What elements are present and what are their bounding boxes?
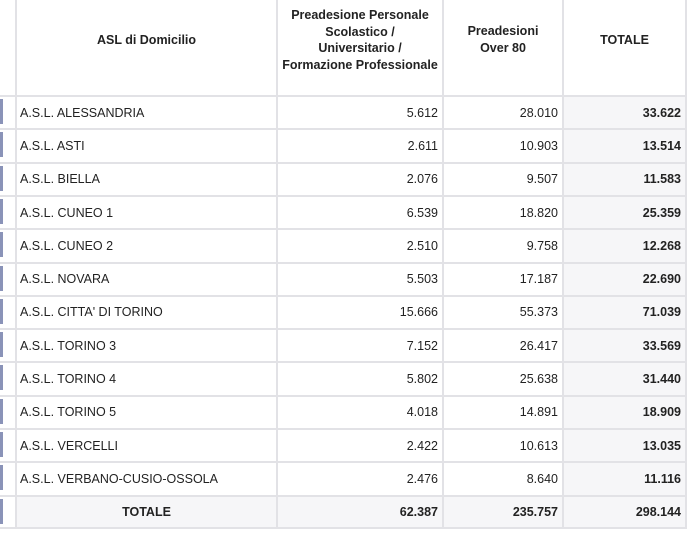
totale-value: 31.440: [642, 372, 681, 387]
over80-value: 14.891: [519, 405, 558, 420]
row-divider: [0, 495, 686, 497]
scolastico-value: 2.076: [406, 172, 438, 187]
header-line: ASL di Domicilio: [96, 33, 197, 47]
row-divider: [0, 162, 686, 164]
scolastico-value: 6.539: [406, 205, 438, 220]
header-line: Over 80: [480, 40, 526, 55]
scolastico-value: 5.612: [406, 105, 438, 120]
totale-value: 11.583: [643, 172, 681, 187]
row-edge-marker: [0, 166, 3, 191]
row-divider: [0, 95, 686, 97]
asl-name: A.S.L. CITTA' DI TORINO: [20, 305, 163, 320]
column-header-1: [16, 32, 277, 49]
over80-value: 17.187: [519, 272, 558, 287]
row-edge-marker: [0, 399, 3, 424]
scolastico-value: 2.510: [406, 238, 438, 253]
over80-value: 9.507: [526, 172, 558, 187]
column-divider: [685, 0, 687, 529]
over80-value: 10.613: [519, 438, 558, 453]
totale-value: 18.909: [642, 405, 681, 420]
totale-value: 12.268: [642, 238, 681, 253]
row-divider: [0, 195, 686, 197]
scolastico-value: 7.152: [406, 338, 438, 353]
totale-value: 33.569: [642, 338, 681, 353]
totale-value: 22.690: [642, 272, 681, 287]
over80-value: 25.638: [519, 372, 558, 387]
row-divider: [0, 128, 686, 130]
totale-value: 25.359: [642, 205, 681, 220]
header-line: TOTALE: [600, 33, 649, 47]
asl-name: A.S.L. BIELLA: [20, 172, 100, 187]
scolastico-value: 4.018: [406, 405, 438, 420]
asl-name: A.S.L. TORINO 4: [20, 372, 117, 387]
row-divider: [0, 328, 686, 330]
scolastico-value: 2.476: [406, 471, 438, 486]
over80-value: 9.758: [526, 238, 558, 253]
row-divider: [0, 262, 686, 264]
total-over80: 235.757: [512, 504, 558, 519]
totale-value: 33.622: [642, 105, 681, 120]
row-edge-marker: [0, 365, 3, 390]
over80-value: 18.820: [519, 205, 558, 220]
totale-value: 11.116: [644, 471, 681, 486]
over80-value: 8.640: [526, 471, 558, 486]
row-divider: [0, 428, 686, 430]
header-line: Scolastico /: [325, 24, 395, 39]
over80-value: 26.417: [519, 338, 558, 353]
scolastico-value: 15.666: [399, 305, 438, 320]
scolastico-value: 5.802: [406, 372, 438, 387]
header-line: Preadesione Personale: [291, 8, 429, 22]
asl-name: A.S.L. TORINO 5: [20, 405, 117, 420]
over80-value: 10.903: [519, 138, 558, 153]
asl-name: A.S.L. NOVARA: [20, 272, 110, 287]
header-line: Universitario /: [318, 41, 402, 55]
row-divider: [0, 395, 686, 397]
totale-value: 13.035: [642, 438, 681, 453]
row-divider: [0, 461, 686, 463]
asl-name: A.S.L. VERCELLI: [20, 438, 118, 453]
row-edge-marker: [0, 266, 3, 291]
header-line: Formazione Professionale: [282, 57, 438, 72]
row-divider: [0, 527, 686, 529]
total-totale: 298.144: [635, 504, 681, 519]
column-header-3: [443, 23, 563, 56]
totale-value: 13.514: [642, 138, 681, 153]
asl-name: A.S.L. ALESSANDRIA: [20, 105, 145, 120]
asl-name: A.S.L. ASTI: [20, 138, 85, 153]
asl-name: A.S.L. TORINO 3: [20, 338, 117, 353]
row-edge-marker: [0, 232, 3, 257]
over80-value: 55.373: [519, 305, 558, 320]
asl-name: A.S.L. VERBANO-CUSIO-OSSOLA: [20, 471, 218, 486]
column-header-4: [563, 32, 686, 49]
row-edge-marker: [0, 499, 3, 524]
scolastico-value: 5.503: [406, 272, 438, 287]
row-divider: [0, 228, 686, 230]
asl-name: A.S.L. CUNEO 2: [20, 238, 114, 253]
scolastico-value: 2.611: [407, 138, 438, 153]
over80-value: 28.010: [519, 105, 558, 120]
total-scolastico: 62.387: [399, 504, 438, 519]
row-divider: [0, 361, 686, 363]
totale-value: 71.039: [642, 305, 681, 320]
row-edge-marker: [0, 199, 3, 224]
row-edge-marker: [0, 332, 3, 357]
scolastico-value: 2.422: [406, 438, 438, 453]
header-line: Preadesioni: [467, 24, 539, 38]
total-label: TOTALE: [122, 504, 171, 519]
row-edge-marker: [0, 299, 3, 324]
row-edge-marker: [0, 99, 3, 124]
row-edge-marker: [0, 432, 3, 457]
asl-name: A.S.L. CUNEO 1: [20, 205, 114, 220]
row-divider: [0, 295, 686, 297]
row-edge-marker: [0, 465, 3, 490]
column-header-2: [277, 7, 443, 73]
column-divider: [15, 0, 17, 529]
row-edge-marker: [0, 132, 3, 157]
